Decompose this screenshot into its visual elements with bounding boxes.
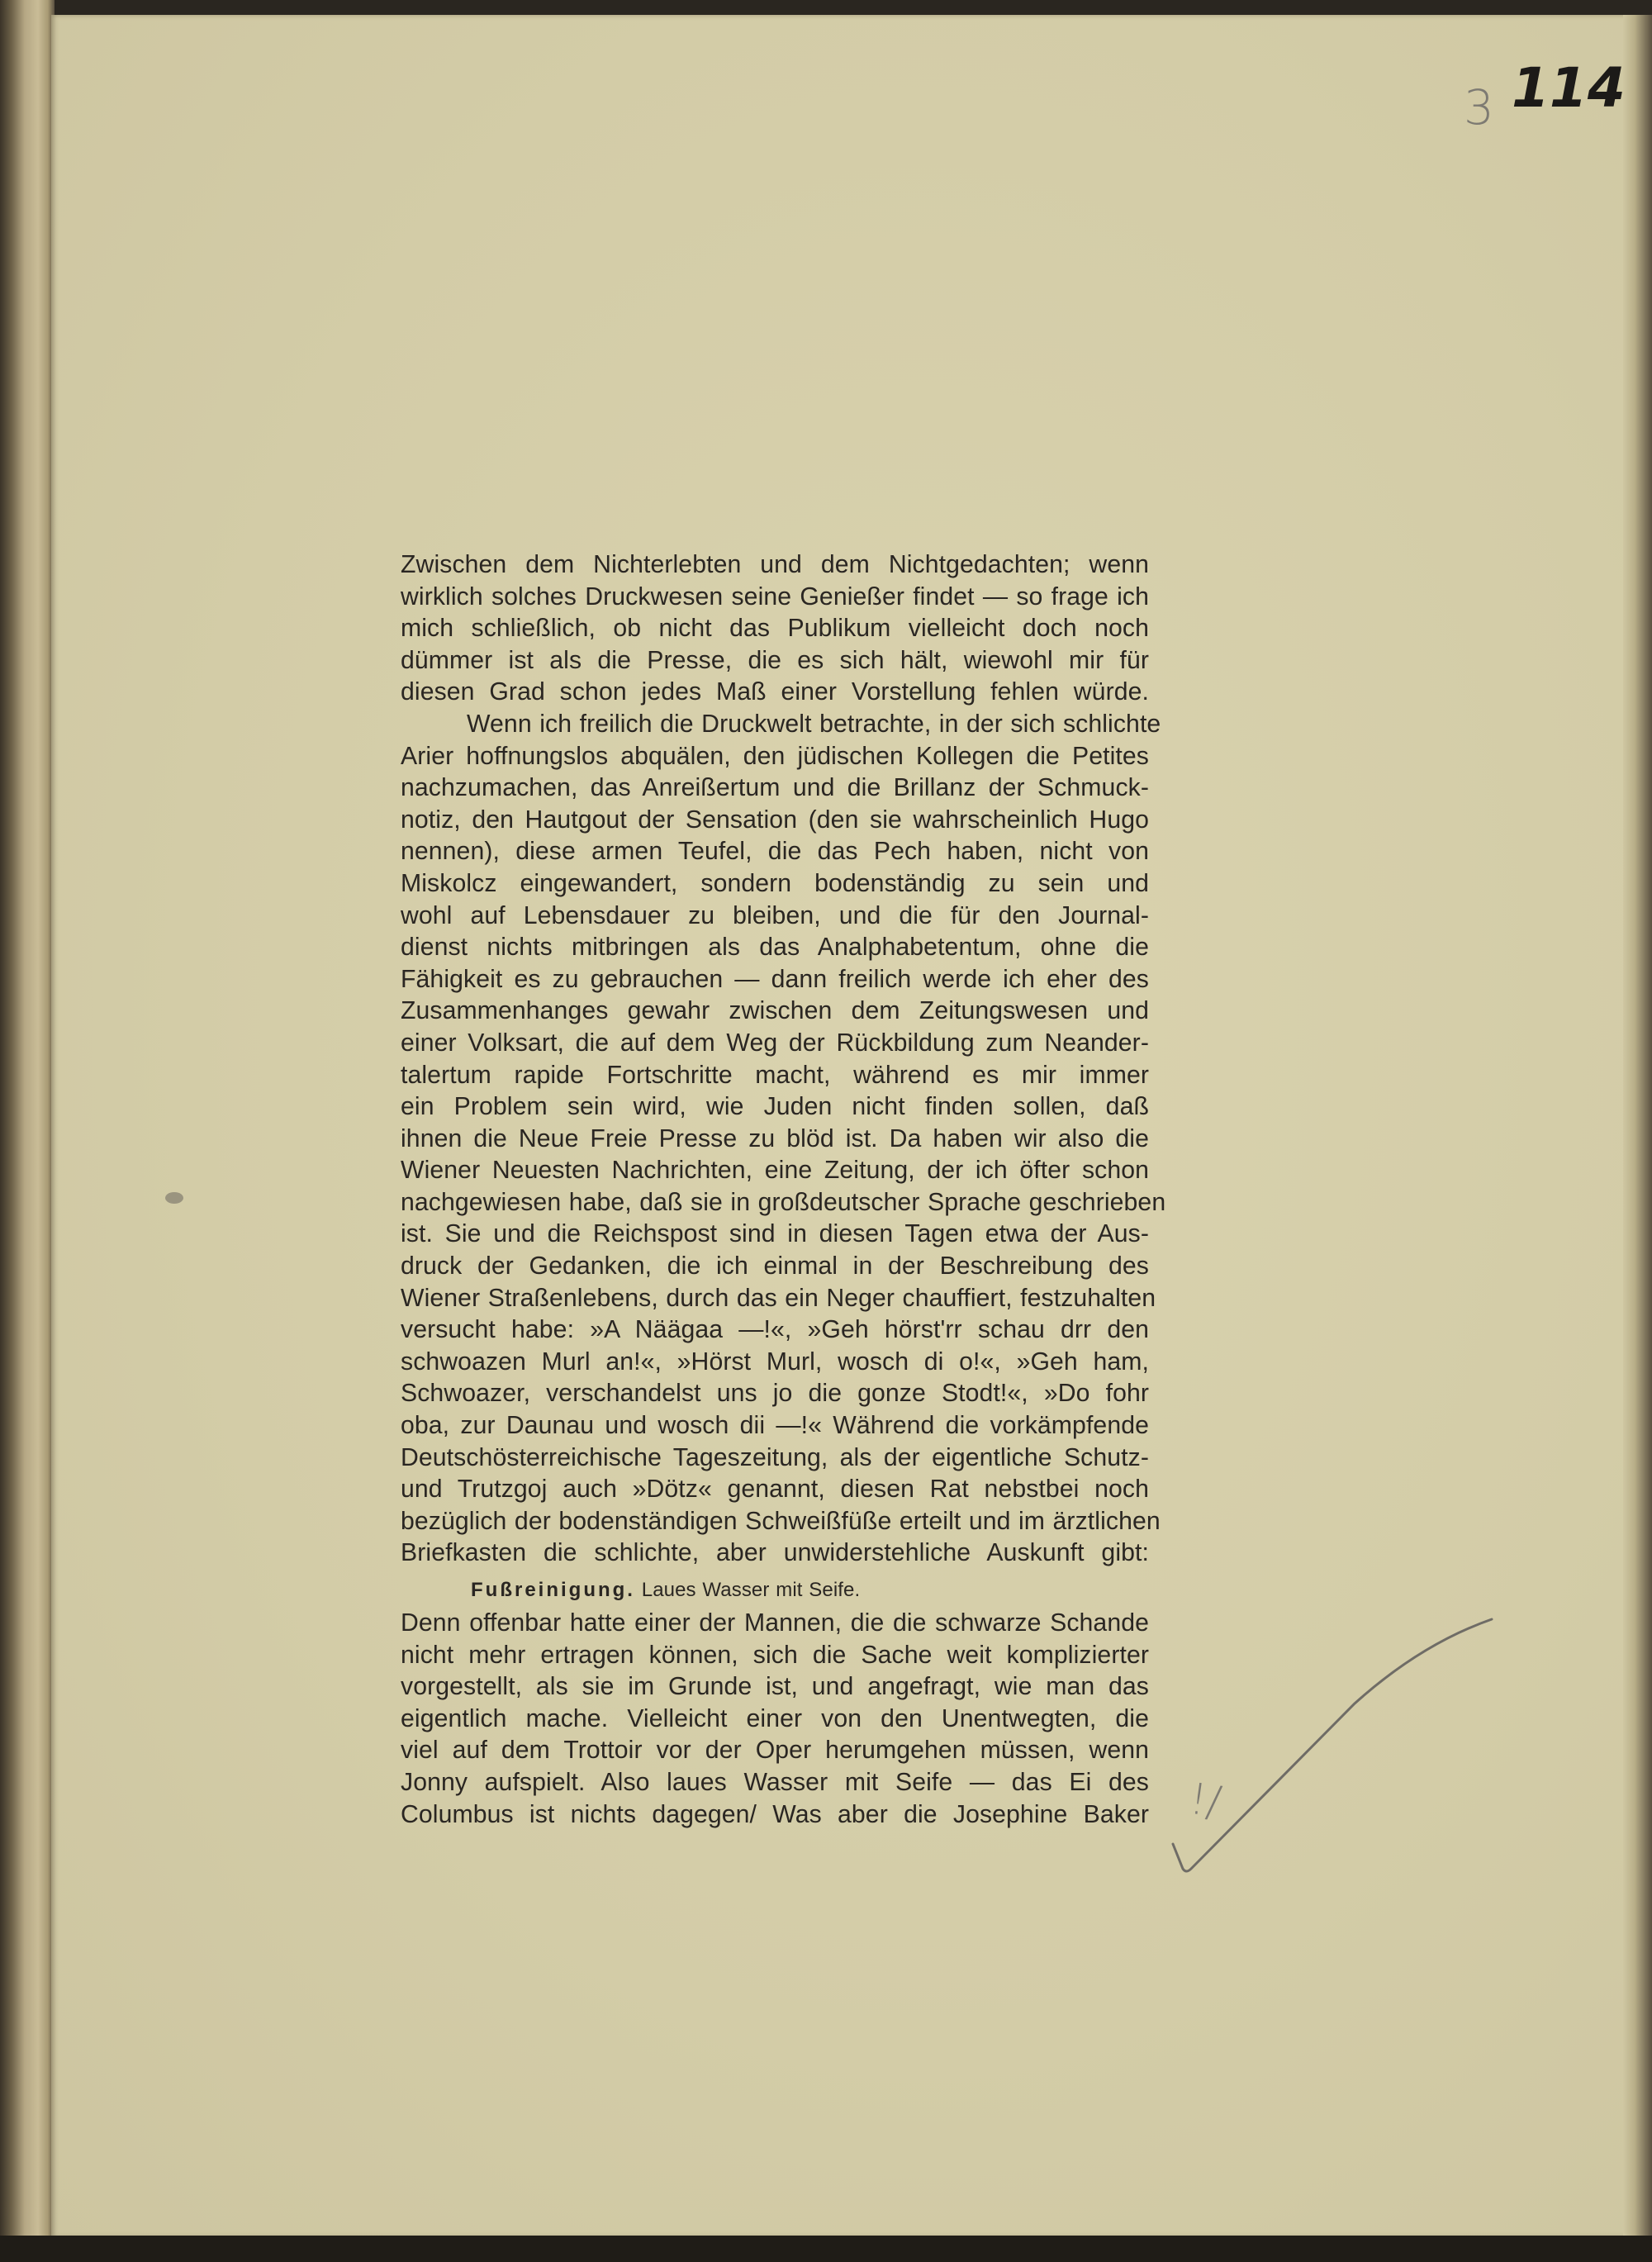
pencil-page-number: 3 (1464, 79, 1494, 135)
text-line: vorgestellt, als sie im Grunde ist, und angefragt, wie man das (401, 1673, 1149, 1701)
text-line: dümmer ist als die Presse, die es sich hält, wiewohl mir für (401, 646, 1149, 674)
text-line: Denn offenbar hatte einer der Mannen, die die schwarze Schande (401, 1609, 1149, 1637)
text-line: mich schließlich, ob nicht das Publikum vielleicht doch noch (401, 615, 1149, 643)
text-line: nachzumachen, das Anreißertum und die Brillanz der Schmuck- (401, 774, 1149, 802)
text-line: schwoazen Murl an!«, »Hörst Murl, wosch di o!«, »Geh ham, (401, 1347, 1149, 1376)
text-line: ein Problem sein wird, wie Juden nicht finden sollen, daß (401, 1093, 1149, 1121)
text-line: Columbus ist nichts dagegen/ Was aber die Josephine Baker (401, 1800, 1149, 1828)
text-line: viel auf dem Trottoir vor der Oper herumgehen müssen, wenn (401, 1737, 1149, 1765)
text-line: Wenn ich freilich die Druckwelt betrachte, in der sich schlichte (467, 710, 1161, 738)
text-line: notiz, den Hautgout der Sensation (den sie wahrscheinlich Hugo (401, 805, 1149, 834)
margin-exclamation-mark: !/ (1186, 1774, 1225, 1828)
quote-line (401, 1573, 1149, 1608)
text-line: Fähigkeit es zu gebrauchen — dann freilich werde ich eher des (401, 965, 1149, 993)
text-line: Zusammenhanges gewahr zwischen dem Zeitungswesen und (401, 997, 1149, 1025)
text-line: ihnen die Neue Freie Presse zu blöd ist. Da haben wir also die (401, 1124, 1149, 1152)
text-line: versucht habe: »A Näägaa —!«, »Geh hörst'rr schau drr den (401, 1316, 1149, 1344)
text-line: talertum rapide Fortschritte macht, während es mir immer (401, 1061, 1149, 1089)
text-line: oba, zur Daunau und wosch dii —!« Während die vorkämpfende (401, 1412, 1149, 1440)
text-line: Arier hoffnungslos abquälen, den jüdischen Kollegen die Petites (401, 742, 1149, 770)
text-block (401, 549, 1166, 1831)
text-line: nennen), diese armen Teufel, die das Pech haben, nicht von (401, 838, 1149, 866)
text-line: Briefkasten die schlichte, aber unwiderstehliche Auskunft gibt: (401, 1539, 1149, 1567)
text-line: nicht mehr ertragen können, sich die Sache weit komplizierter (401, 1641, 1149, 1669)
paragraph-1 (401, 549, 1149, 709)
text-line: Wiener Straßenlebens, durch das ein Neger chauffiert, festzuhalten (401, 1284, 1156, 1312)
quote-heading: Fußreinigung. (471, 1579, 635, 1601)
text-line: diesen Grad schon jedes Maß einer Vorstellung fehlen würde. (401, 678, 1149, 706)
text-line: bezüglich der bodenständigen Schweißfüße erteilt und im ärztlichen (401, 1507, 1161, 1535)
text-line: wirklich solches Druckwesen seine Genießer findet — so frage ich (401, 582, 1149, 611)
text-line: Jonny aufspielt. Also laues Wasser mit Seife — das Ei des (401, 1768, 1149, 1796)
text-line: ist. Sie und die Reichspost sind in diesen Tagen etwa der Aus- (401, 1220, 1149, 1248)
text-line: wohl auf Lebensdauer zu bleiben, und die für den Journal- (401, 901, 1149, 929)
text-line: Wiener Neuesten Nachrichten, eine Zeitung, der ich öfter schon (401, 1157, 1149, 1185)
paragraph-2 (401, 709, 1166, 1570)
text-line: und Trutzgoj auch »Dötz« genannt, diesen Rat nebstbei noch (401, 1476, 1149, 1504)
paragraph-3 (401, 1608, 1149, 1831)
ink-page-number: 114 (1512, 56, 1626, 120)
text-line: einer Volksart, die auf dem Weg der Rückbildung zum Neander- (401, 1029, 1149, 1057)
text-line: eigentlich mache. Vielleicht einer von den Unentwegten, die (401, 1704, 1149, 1732)
text-line: dienst nichts mitbringen als das Analphabetentum, ohne die (401, 934, 1149, 962)
text-line: Zwischen dem Nichterlebten und dem Nichtgedachten; wenn (401, 551, 1149, 578)
quote-text: Laues Wasser mit Seife. (641, 1579, 861, 1601)
text-line: Schwoazer, verschandelst uns jo die gonze Stodt!«, »Do fohr (401, 1380, 1149, 1408)
text-line: Miskolcz eingewandert, sondern bodenständig zu sein und (401, 869, 1149, 897)
text-line: nachgewiesen habe, daß sie in großdeutscher Sprache geschrieben (401, 1188, 1166, 1216)
text-line: Deutschösterreichische Tageszeitung, als der eigentliche Schutz- (401, 1443, 1149, 1471)
text-line: druck der Gedanken, die ich einmal in der Beschreibung des (401, 1252, 1149, 1281)
